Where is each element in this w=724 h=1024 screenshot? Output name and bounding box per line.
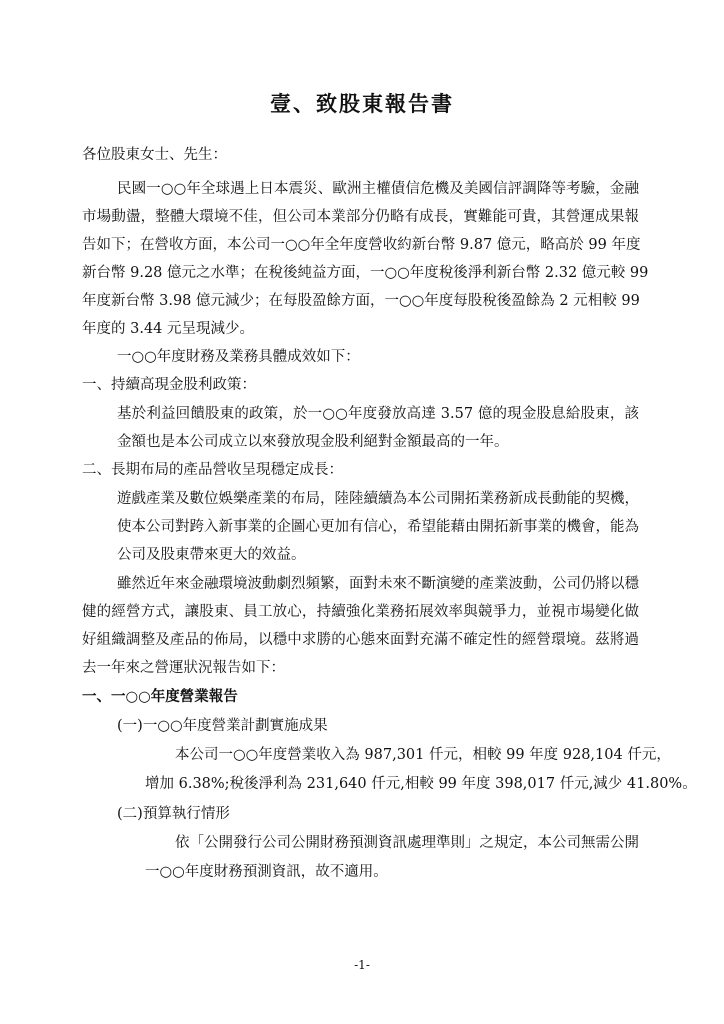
report-subheading: (一)一○○年度營業計劃實施成果 bbox=[117, 718, 328, 734]
intro-line: 新台幣 9.28 億元之水準；在稅後純益方面，一○○年度稅後淨利新台幣 2.32 億元較 99 bbox=[82, 265, 649, 281]
salutation: 各位股東女士、先生： bbox=[82, 147, 227, 163]
closing-line: 去一年來之營運狀況報告如下： bbox=[82, 660, 285, 676]
intro-line: 年度新台幣 3.98 億元減少；在每股盈餘方面，一○○年度每股稅後盈餘為 2 元相較 99 bbox=[82, 293, 640, 309]
closing-line: 健的經營方式，讓股東、員工放心，持續強化業務拓展效率與競爭力，並視市場變化做 bbox=[82, 604, 639, 620]
section-line: 使本公司對跨入新事業的企圖心更加有信心，希望能藉由開拓新事業的機會，能為 bbox=[117, 519, 639, 535]
report-subheading: (二)預算執行情形 bbox=[117, 806, 230, 822]
report-line: 本公司一○○年度營業收入為 987,301 仟元，相較 99 年度 928,104 仟元， bbox=[175, 747, 671, 763]
intro-line: 年度的 3.44 元呈現減少。 bbox=[82, 321, 255, 337]
section-heading: 二、長期布局的產品營收呈現穩定成長： bbox=[82, 462, 343, 478]
intro-line: 民國一○○年全球遇上日本震災、歐洲主權債信危機及美國信評調降等考驗，金融 bbox=[117, 181, 639, 197]
report-line: 增加 6.38%;稅後淨利為 231,640 仟元,相較 99 年度 398,017 仟元,減少 41.80%。 bbox=[145, 776, 697, 792]
section-line: 基於利益回饋股東的政策，於一○○年度發放高達 3.57 億的現金股息給股東，該 bbox=[117, 406, 639, 422]
intro-line: 告如下；在營收方面，本公司一○○年全年度營收約新台幣 9.87 億元，略高於 99 年度 bbox=[82, 237, 641, 253]
report-line: 依「公開發行公司公開財務預測資訊處理準則」之規定，本公司無需公開 bbox=[175, 835, 639, 851]
closing-line: 好組織調整及產品的佈局，以穩中求勝的心態來面對充滿不確定性的經營環境。茲將過 bbox=[82, 632, 639, 648]
section-line: 公司及股東帶來更大的效益。 bbox=[117, 547, 306, 563]
closing-line: 雖然近年來金融環境波動劇烈頻繁，面對未來不斷演變的產業波動，公司仍將以穩 bbox=[117, 576, 639, 592]
page-title: 壹、致股東報告書 bbox=[270, 91, 454, 116]
intro-line: 市場動盪，整體大環境不佳，但公司本業部分仍略有成長，實難能可貴，其營運成果報 bbox=[82, 209, 639, 225]
page-number: -1- bbox=[354, 958, 370, 972]
report-line: 一○○年度財務預測資訊，故不適用。 bbox=[145, 864, 388, 880]
section-heading: 一、持續高現金股利政策： bbox=[82, 377, 256, 393]
section-line: 遊戲產業及數位娛樂產業的布局，陸陸續續為本公司開拓業務新成長動能的契機， bbox=[117, 491, 639, 507]
section-line: 金額也是本公司成立以來發放現金股利絕對金額最高的一年。 bbox=[117, 434, 509, 450]
summary-line: 一○○年度財務及業務具體成效如下： bbox=[117, 349, 360, 365]
report-heading: 一、一○○年度營業報告 bbox=[82, 688, 238, 705]
